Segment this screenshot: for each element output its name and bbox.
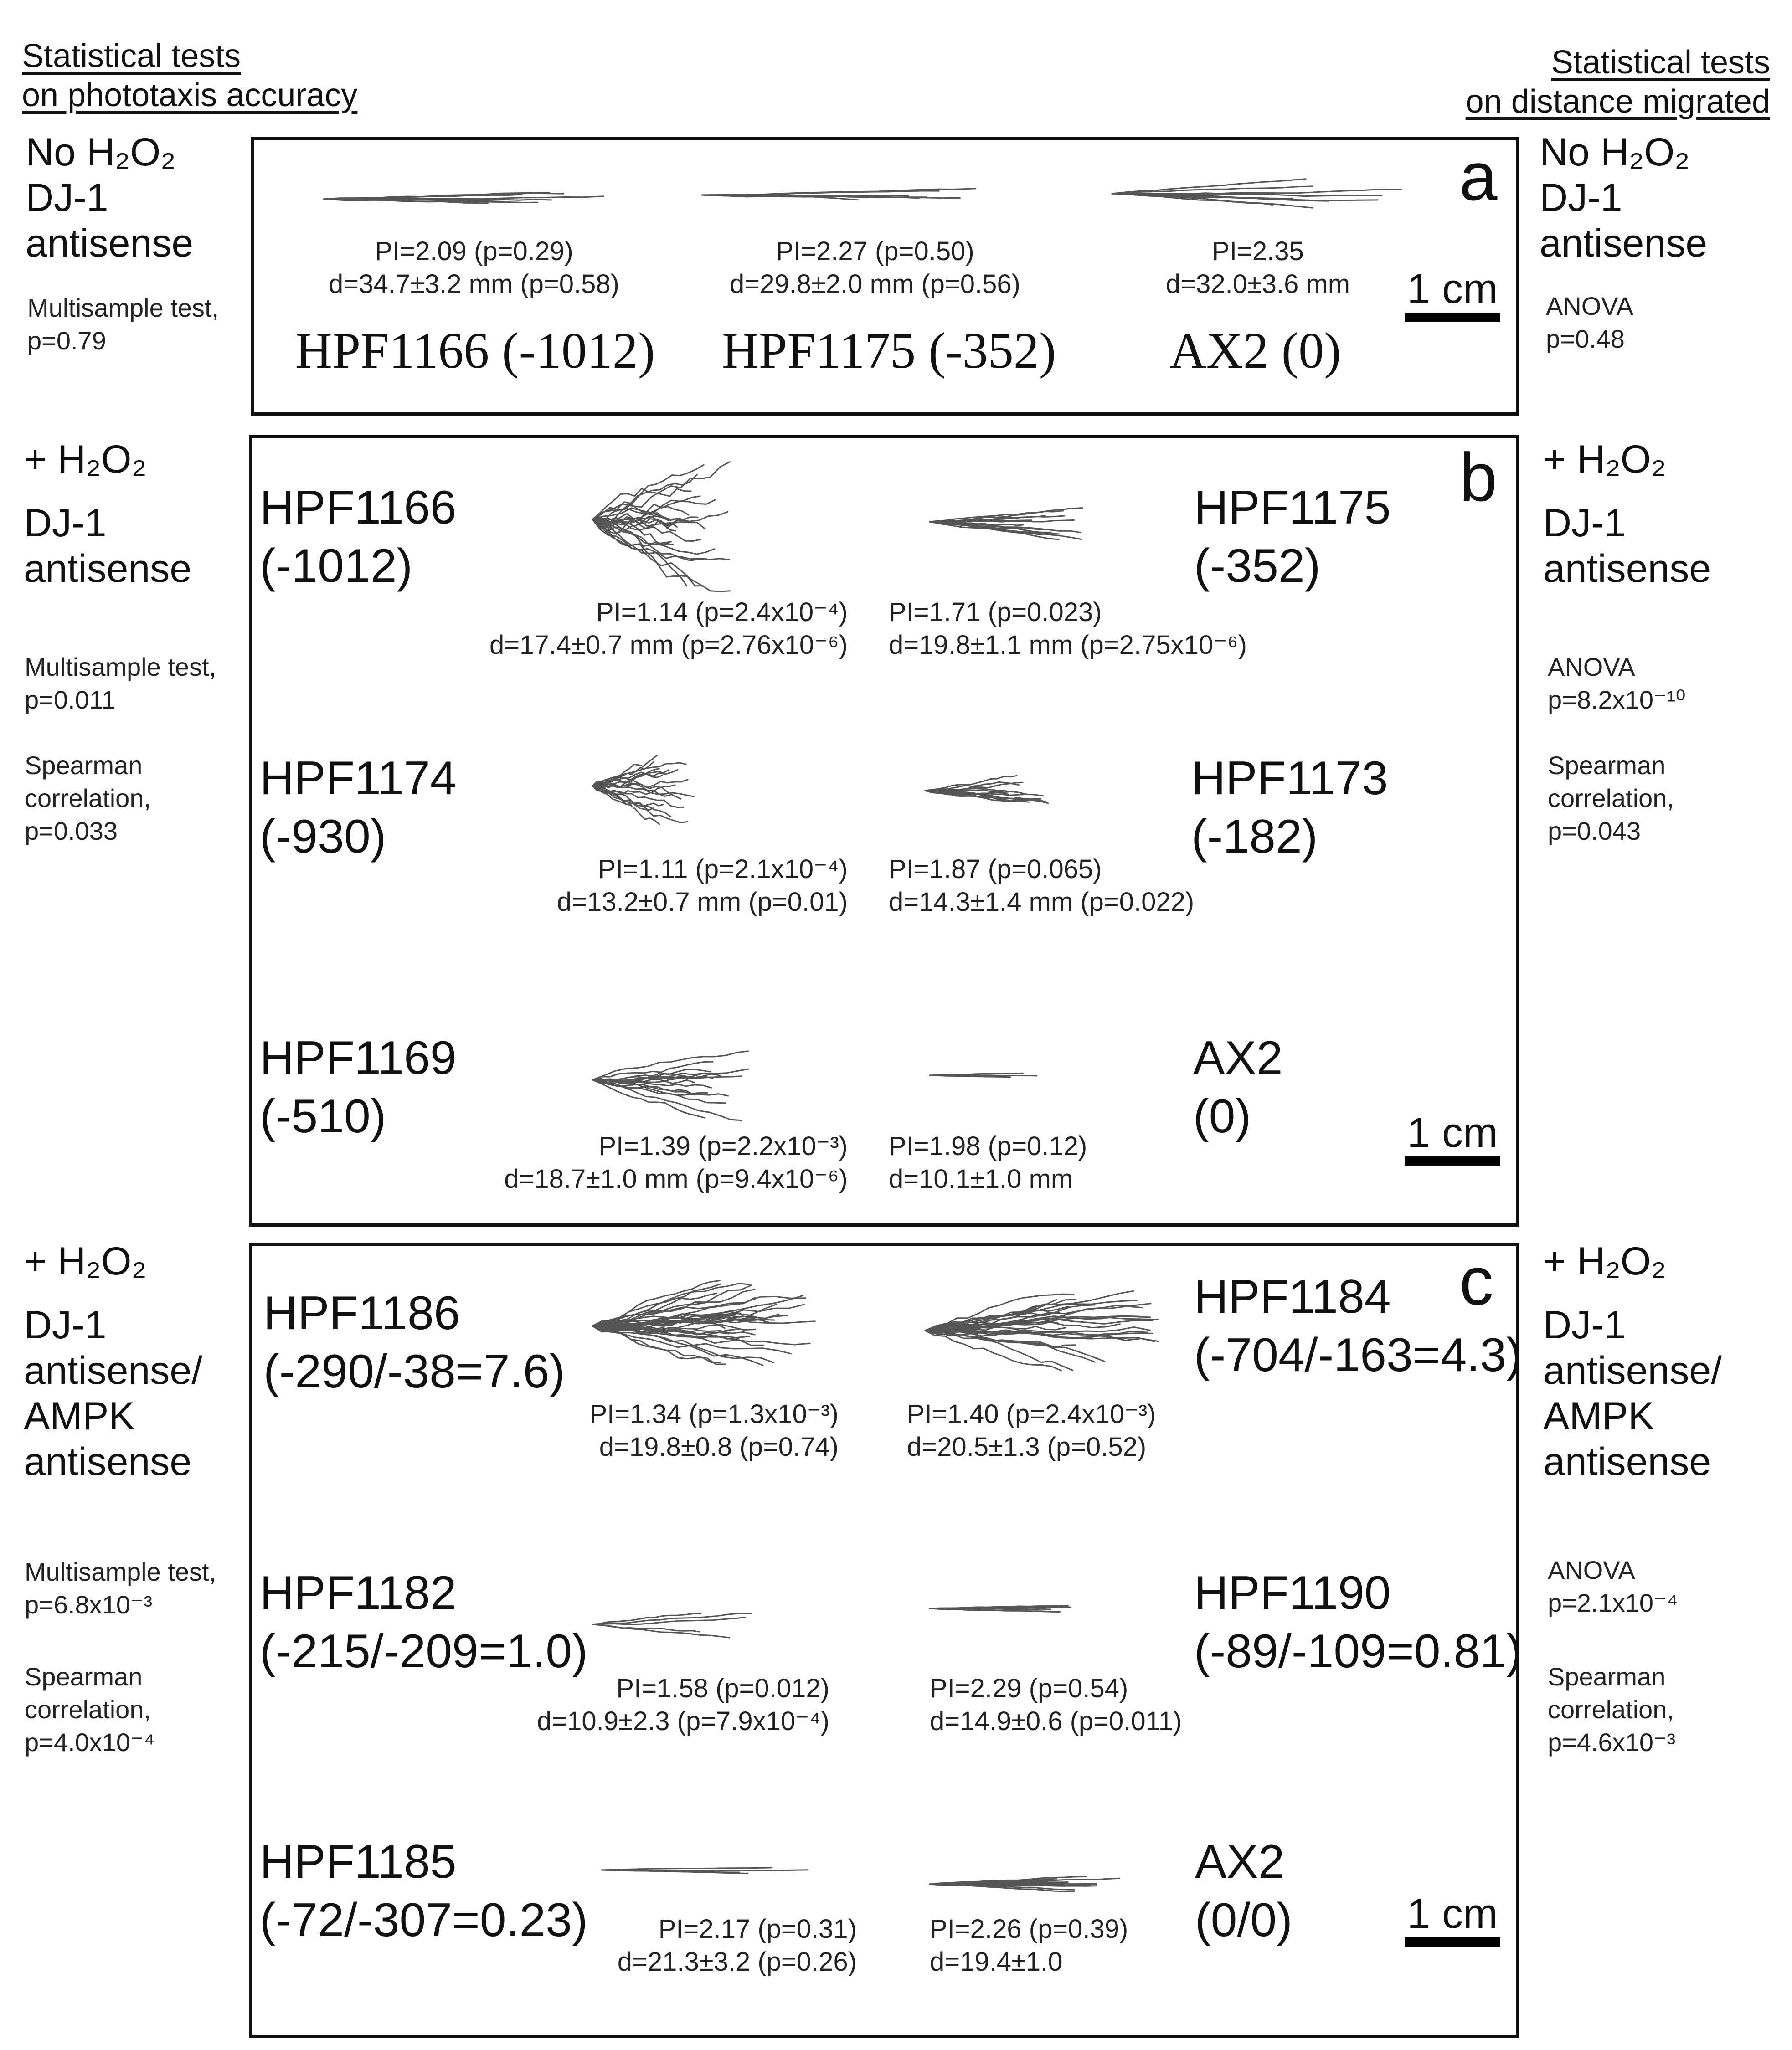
panel-a-left-condition [26,129,193,266]
stat-line: p=0.48 [1546,324,1625,353]
distance-value: d=29.8±2.0 mm (p=0.56) [730,269,1020,299]
stat-line: Spearman [1548,751,1666,780]
stat-line: Multisample test, [27,293,219,322]
panel-b-left-condition [24,437,191,591]
distance-value: d=19.8±0.8 (p=0.74) [599,1432,839,1462]
strain-id: HPF1174 [260,752,457,805]
strain-id: HPF1182 [260,1567,457,1619]
track-plot-hpf1186 [592,1271,816,1381]
panel-c-right-condition [1543,1238,1722,1485]
strain-id: AX2 [1195,1835,1285,1888]
panel-b-strain-hpf1173 [1191,749,1388,866]
pi-value: PI=1.39 (p=2.2x10⁻³) [598,1131,848,1161]
panel-b-strain-hpf1169 [260,1029,457,1146]
condition-line: + H₂O₂ [1543,437,1666,481]
condition-line: No H₂O₂ [26,130,176,174]
scale-bar-label: 1 cm [1407,1110,1498,1156]
stat-line: Multisample test, [25,1557,216,1586]
condition-line: antisense/ [24,1349,203,1392]
left-header-line-1: Statistical tests [22,38,241,74]
pi-value: PI=2.27 (p=0.50) [776,236,974,266]
panel-c-left-condition [24,1238,202,1485]
panel-a-label: a [1459,138,1498,215]
panel-b-stats-hpf1175 [889,596,1247,662]
track-plot-hpf1174 [592,734,716,838]
left-column-header [22,36,357,115]
panel-c-label: c [1459,1243,1493,1319]
condition-line: antisense/ [1543,1349,1722,1392]
stat-line: Spearman [25,1662,143,1691]
panel-c-strain-hpf1186 [263,1284,565,1401]
panel-c-strain-hpf1184 [1194,1268,1522,1384]
panel-c-stats-hpf1186 [529,1398,839,1464]
scale-bar-line [1405,313,1500,322]
track-plot-hpf1190 [930,1590,1076,1627]
panel-a-right-stats [1546,290,1633,355]
panel-b-strain-ax2 [1193,1029,1283,1146]
panel-c-stats-hpf1182 [456,1672,829,1738]
distance-value: d=13.2±0.7 mm (p=0.01) [557,887,848,917]
panel-a-strain-3-name: AX2 (0) [1169,323,1341,379]
stat-line: Spearman [25,751,143,780]
strain-ratio: (-352) [1194,539,1321,592]
stat-line: p=0.011 [25,685,116,714]
panel-a-left-stats [27,292,219,357]
panel-a-strain-1-name: HPF1166 (-1012) [295,323,655,379]
strain-id: HPF1166 [260,481,457,534]
track-plot-ax2 [930,1062,1044,1089]
track-plot-hpf1166 [592,447,757,592]
distance-value: d=17.4±0.7 mm (p=2.76x10⁻⁶) [489,630,848,660]
strain-id: HPF1185 [260,1835,457,1888]
condition-line: antisense [26,221,194,265]
panel-a-strain-1-stats [292,235,656,301]
track-plot-hpf1166 [324,170,606,229]
panel-c-right-stats-2 [1548,1660,1675,1759]
pi-value: PI=2.35 [1212,236,1304,266]
strain-ratio: (0/0) [1195,1894,1293,1947]
panel-c-scale-bar [1405,1891,1500,1947]
condition-line: + H₂O₂ [1543,1239,1666,1283]
distance-value: d=21.3±3.2 (p=0.26) [617,1947,857,1977]
stat-line: p=0.033 [25,817,118,845]
panel-c-stats-ax2 [930,1913,1128,1978]
pi-value: PI=1.71 (p=0.023) [889,597,1102,627]
distance-value: d=18.7±1.0 mm (p=9.4x10⁻⁶) [504,1164,848,1194]
stat-line: Spearman [1548,1662,1666,1691]
pi-value: PI=1.11 (p=2.1x10⁻⁴) [598,854,848,884]
strain-ratio: (-1012) [260,539,413,592]
panel-c-left-stats-2 [25,1660,155,1759]
panel-b-left-stats-1 [25,651,216,716]
panel-b-right-stats-2 [1548,749,1674,848]
condition-line: DJ-1 [24,501,107,545]
condition-line: + H₂O₂ [24,1239,147,1283]
scale-bar-line [1405,1937,1500,1947]
condition-line: DJ-1 [1540,176,1622,220]
stat-line: p=0.043 [1548,817,1641,845]
condition-line: No H₂O₂ [1540,130,1690,174]
distance-value: d=10.9±2.3 (p=7.9x10⁻⁴) [536,1706,829,1736]
cell-track [930,508,1082,522]
distance-value: d=10.1±1.0 mm [889,1164,1073,1194]
pi-value: PI=2.17 (p=0.31) [658,1914,857,1944]
stat-line: correlation, [25,784,151,812]
track-plot-hpf1185 [602,1852,811,1888]
strain-id: HPF1175 [1194,481,1391,534]
panel-a-strain-3-stats [1094,235,1422,301]
distance-value: d=20.5±1.3 (p=0.52) [907,1432,1147,1462]
panel-c-strain-hpf1182 [260,1564,588,1680]
track-plot-ax2 [930,1864,1121,1905]
stat-line: p=8.2x10⁻¹⁰ [1548,685,1686,714]
panel-c-stats-hpf1185 [501,1913,857,1978]
panel-c-stats-hpf1184 [907,1398,1156,1464]
right-column-header [1466,43,1770,121]
track-plot-hpf1182 [592,1595,752,1654]
stat-line: p=2.1x10⁻⁴ [1548,1588,1678,1617]
strain-ratio: (-510) [260,1090,386,1143]
pi-value: PI=1.98 (p=0.12) [889,1131,1087,1161]
condition-line: DJ-1 [1543,501,1626,545]
stat-line: ANOVA [1548,1556,1635,1584]
scale-bar-label: 1 cm [1407,266,1498,312]
strain-id: AX2 [1193,1032,1283,1084]
panel-a-strain-2-stats [693,235,1057,301]
condition-line: AMPK [1543,1394,1654,1438]
strain-ratio: (-704/-163=4.3) [1194,1329,1522,1382]
cell-track [592,1051,748,1080]
panel-b-label: b [1459,439,1498,515]
pi-value: PI=1.87 (p=0.065) [889,854,1102,884]
track-plot-hpf1175 [930,488,1085,556]
panel-b-strain-hpf1175 [1194,478,1391,595]
stat-line: ANOVA [1546,292,1633,320]
panel-b-stats-hpf1169 [392,1130,848,1196]
right-header-line-1: Statistical tests [1551,44,1770,81]
track-plot-hpf1184 [925,1280,1162,1381]
panel-c-stats-hpf1190 [930,1672,1182,1738]
cell-track [925,1331,1095,1362]
condition-line: DJ-1 [24,1303,107,1347]
strain-id: HPF1169 [260,1032,457,1084]
strain-id: HPF1190 [1194,1567,1391,1619]
stat-line: correlation, [25,1695,151,1724]
track-plot-hpf1175 [702,163,984,227]
panel-b-stats-ax2 [889,1130,1087,1196]
panel-b-left-stats-2 [25,749,151,848]
distance-value: d=14.3±1.4 mm (p=0.022) [889,887,1195,917]
stat-line: p=6.8x10⁻³ [25,1590,153,1619]
strain-ratio: (-89/-109=0.81) [1194,1625,1522,1678]
pi-value: PI=2.29 (p=0.54) [930,1674,1128,1703]
panel-c-right-stats-1 [1548,1554,1678,1619]
strain-ratio: (0) [1193,1090,1251,1143]
condition-line: + H₂O₂ [24,437,147,481]
cell-track [702,189,976,195]
right-header-line-2: on distance migrated [1465,83,1770,120]
panel-b-stats-hpf1166 [392,596,848,662]
panel-c-strain-ax2 [1195,1833,1293,1949]
pi-value: PI=1.58 (p=0.012) [616,1674,829,1703]
panel-c-strain-hpf1190 [1194,1564,1522,1680]
stat-line: p=0.79 [27,326,106,355]
left-header-line-2: on phototaxis accuracy [22,77,358,113]
condition-line: DJ-1 [26,176,108,220]
panel-a-scale-bar [1405,266,1500,322]
distance-value: d=19.4±1.0 [930,1947,1063,1977]
stat-line: correlation, [1548,1695,1674,1724]
panel-b-stats-hpf1174 [392,853,848,919]
strain-ratio: (-182) [1191,810,1318,863]
panel-b-right-condition [1543,437,1711,591]
pi-value: PI=2.26 (p=0.39) [930,1914,1128,1944]
spacer [1543,1284,1722,1302]
condition-line: antisense [24,1440,192,1484]
scale-bar-label: 1 cm [1407,1891,1498,1937]
track-plot-ax2 [1112,159,1404,228]
distance-value: d=34.7±3.2 mm (p=0.58) [329,269,619,299]
cell-track [925,1331,1061,1371]
distance-value: d=19.8±1.1 mm (p=2.75x10⁻⁶) [889,630,1247,660]
pi-value: PI=1.34 (p=1.3x10⁻³) [589,1399,839,1429]
track-plot-hpf1173 [925,761,1062,820]
track-plot-hpf1169 [592,1034,757,1125]
condition-line: antisense [1540,221,1708,265]
panel-c-left-stats-1 [25,1556,216,1621]
panel-b-scale-bar [1405,1110,1500,1166]
stat-line: correlation, [1548,784,1674,812]
condition-line: AMPK [24,1394,135,1438]
panel-b-right-stats-1 [1548,651,1686,716]
panel-b-strain-hpf1174 [260,749,457,866]
pi-value: PI=1.14 (p=2.4x10⁻⁴) [596,597,848,627]
scale-bar-line [1405,1156,1500,1166]
cell-track [925,782,1019,791]
spacer [1543,482,1711,500]
strain-id: HPF1186 [263,1287,460,1340]
condition-line: antisense [1543,1440,1711,1484]
spacer [24,1284,202,1302]
condition-line: antisense [24,547,192,591]
strain-id: HPF1173 [1191,752,1388,805]
condition-line: antisense [1543,547,1711,591]
panel-a-right-condition [1540,129,1707,266]
stat-line: p=4.6x10⁻³ [1548,1728,1676,1757]
panel-b-stats-hpf1173 [889,853,1194,919]
strain-id: HPF1184 [1194,1270,1391,1323]
condition-line: DJ-1 [1543,1303,1626,1347]
stat-line: p=4.0x10⁻⁴ [25,1728,155,1757]
stat-line: Multisample test, [25,653,216,681]
pi-value: PI=1.40 (p=2.4x10⁻³) [907,1399,1156,1429]
spacer [24,482,191,500]
panel-a-strain-2-name: HPF1175 (-352) [722,323,1056,379]
strain-ratio: (-290/-38=7.6) [263,1345,565,1398]
distance-value: d=32.0±3.6 mm [1165,269,1350,299]
panel-b-strain-hpf1166 [260,478,457,595]
stat-line: ANOVA [1548,653,1635,681]
pi-value: PI=2.09 (p=0.29) [375,236,573,266]
cell-track [930,1075,1007,1076]
strain-ratio: (-72/-307=0.23) [260,1894,588,1947]
strain-ratio: (-930) [260,810,386,863]
distance-value: d=14.9±0.6 (p=0.011) [930,1706,1182,1736]
strain-ratio: (-215/-209=1.0) [260,1625,588,1678]
